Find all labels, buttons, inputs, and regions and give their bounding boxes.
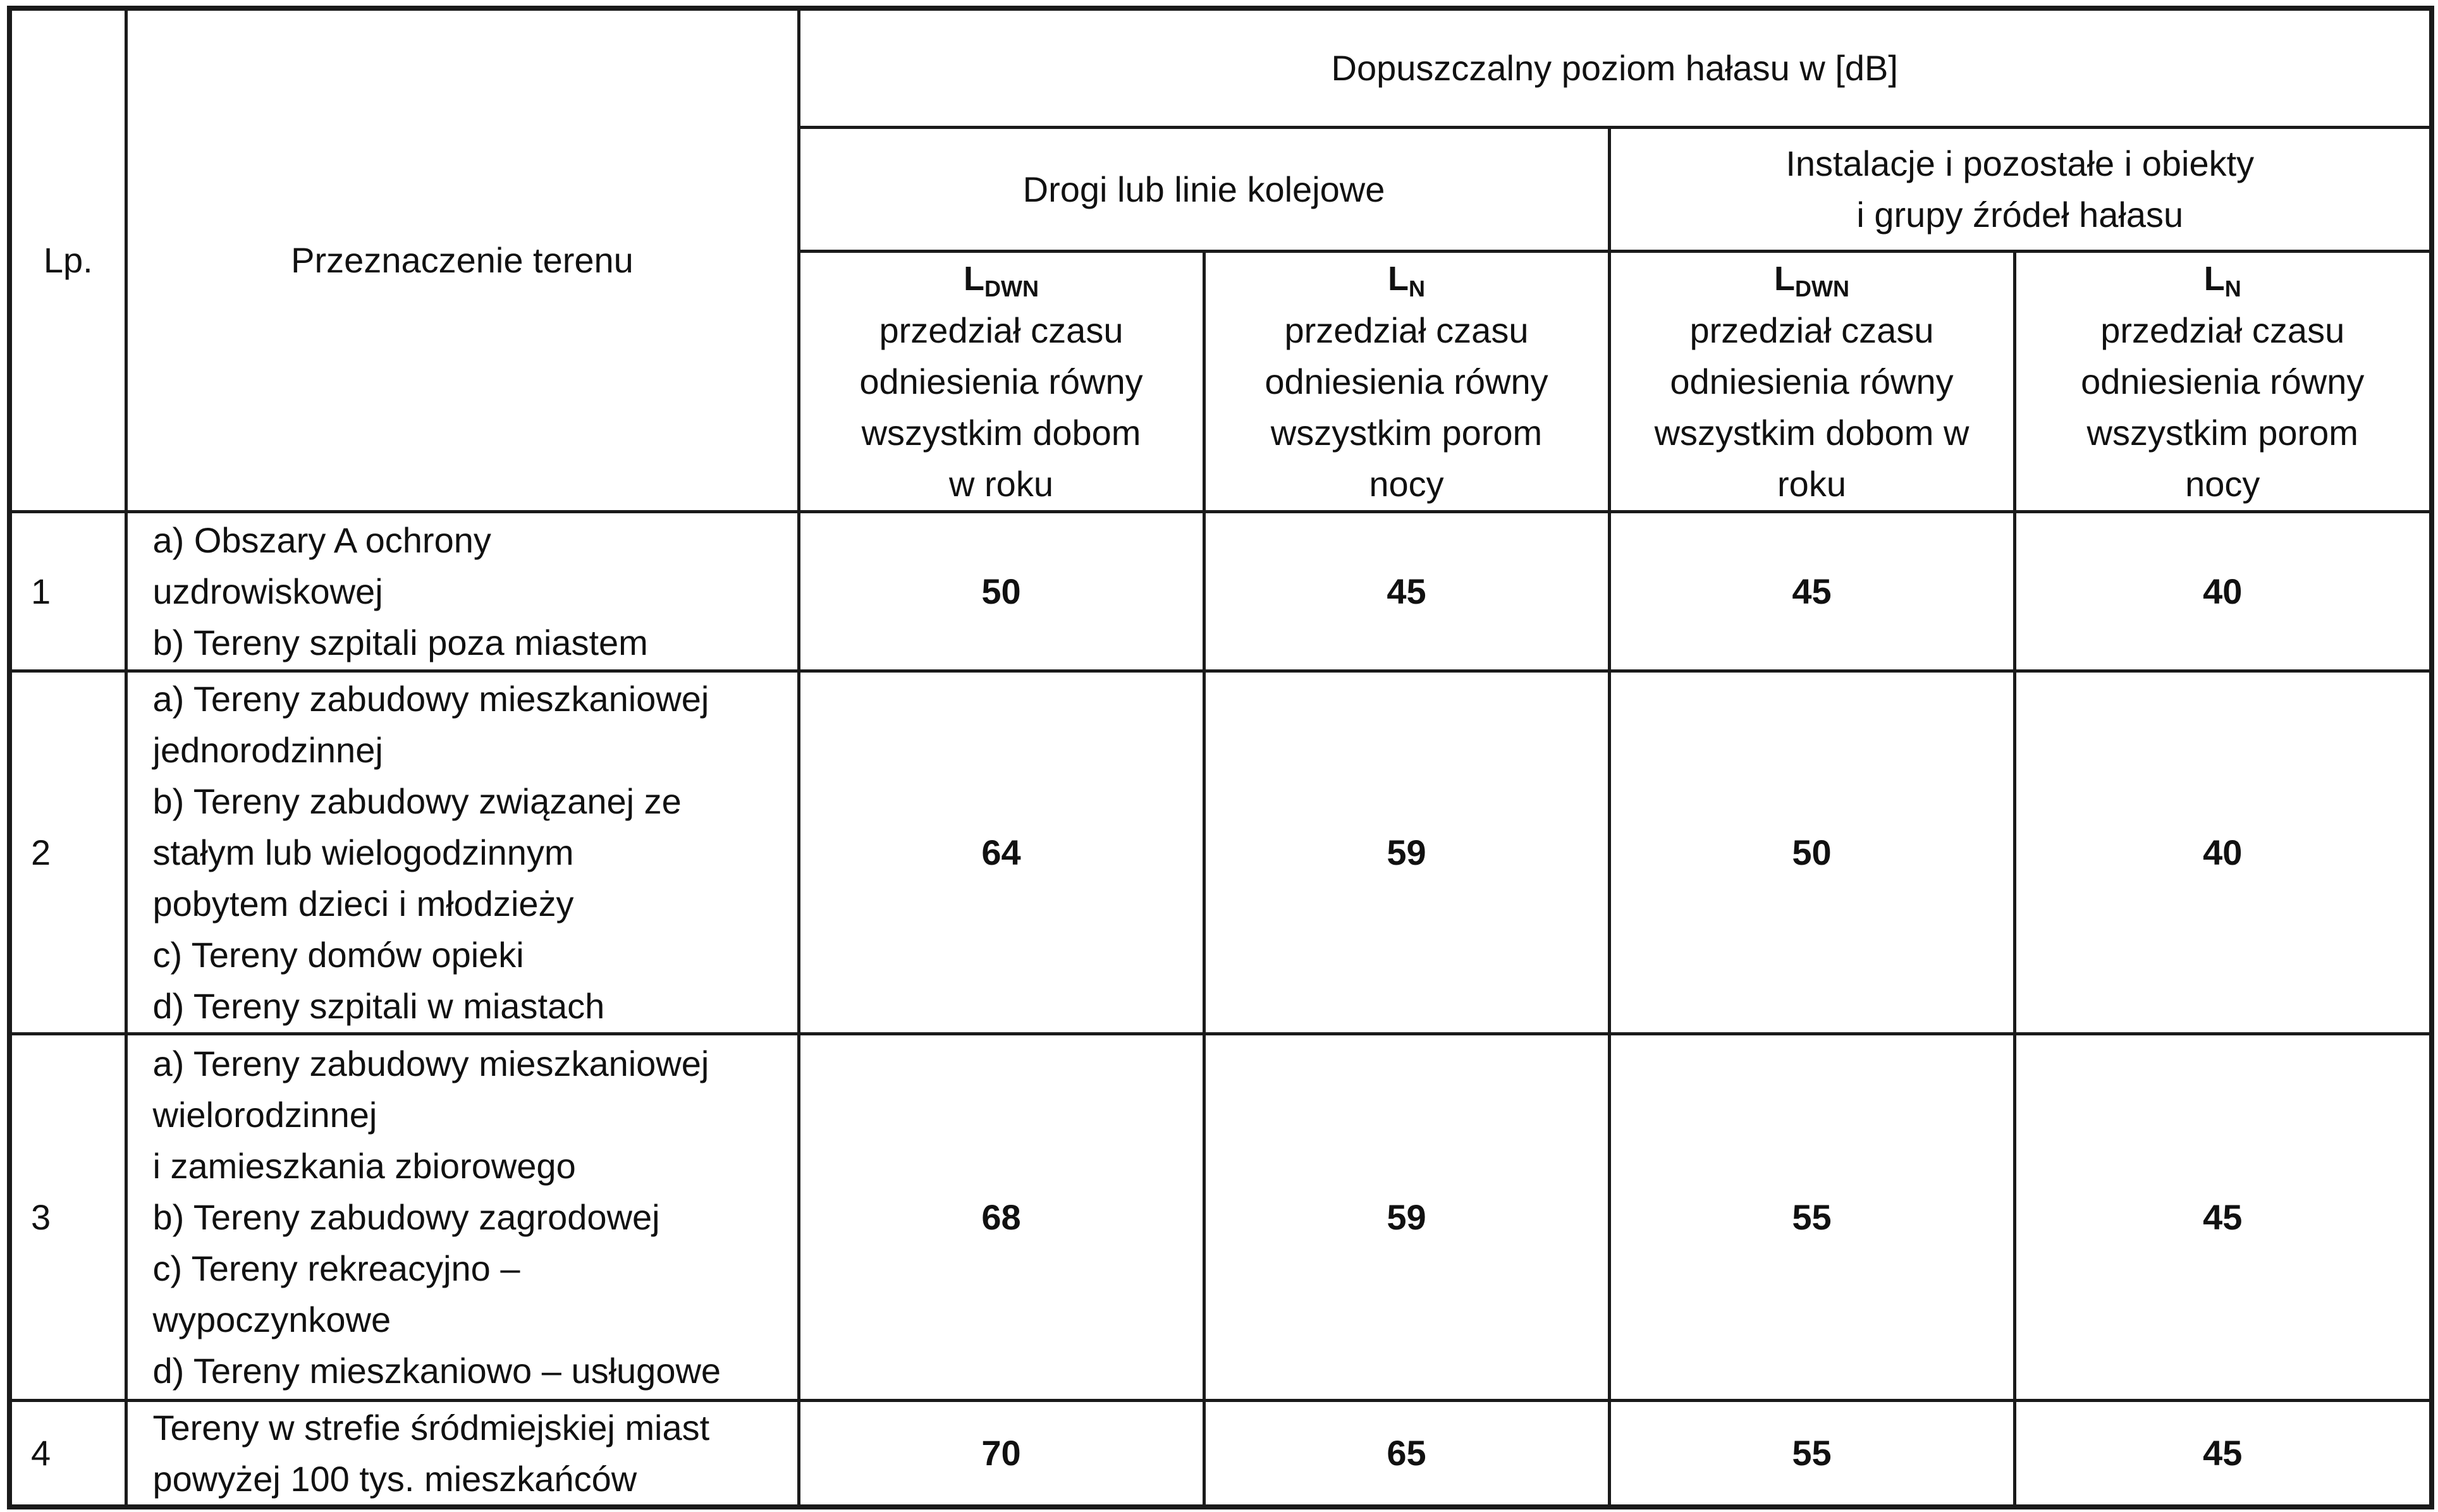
- row-number: 2: [9, 671, 126, 1033]
- subheader-line: roku: [1777, 463, 1846, 504]
- subheader-line: przedział czasu: [1284, 310, 1529, 350]
- subheader-line: przedział czasu: [879, 310, 1124, 350]
- header-purpose: Przeznaczenie terenu: [126, 8, 799, 511]
- subheader-line: wszystkim porom: [2086, 412, 2358, 453]
- subheader-line: wszystkim dobom: [861, 412, 1141, 453]
- value-roads-ldwn: 50: [799, 511, 1204, 671]
- description-line: c) Tereny domów opieki: [152, 934, 524, 975]
- subheader-line: nocy: [2185, 463, 2260, 504]
- description-line: b) Tereny zabudowy związanej ze: [152, 781, 682, 821]
- subheader-installations-ldwn: [1609, 251, 2014, 511]
- table-row: [9, 511, 2432, 671]
- description-line: wypoczynkowe: [152, 1299, 391, 1339]
- row-number: 1: [9, 511, 126, 671]
- header-roads: Drogi lub linie kolejowe: [799, 127, 1609, 251]
- table-row: [9, 1033, 2432, 1400]
- subheader-line: odniesienia równy: [1670, 361, 1954, 401]
- description-line: jednorodzinnej: [152, 729, 383, 770]
- value-roads-ln: 59: [1204, 1033, 1609, 1400]
- subheader-line: odniesienia równy: [2081, 361, 2365, 401]
- subheader-roads-ldwn: [799, 251, 1204, 511]
- value-installations-ln: 45: [2014, 1033, 2432, 1400]
- value-roads-ldwn: 70: [799, 1400, 1204, 1507]
- subheader-line: wszystkim porom: [1270, 412, 1543, 453]
- description-line: pobytem dzieci i młodzieży: [152, 883, 574, 924]
- description-line: wielorodzinnej: [152, 1094, 377, 1135]
- noise-limits-table: [7, 6, 2434, 1509]
- description-line: d) Tereny szpitali w miastach: [152, 985, 605, 1026]
- value-installations-ln: 40: [2014, 511, 2432, 671]
- table-row: [9, 1400, 2432, 1507]
- header-noise-level: Dopuszczalny poziom hałasu w [dB]: [799, 8, 2432, 127]
- header-installations: [1609, 127, 2432, 251]
- value-installations-ldwn: 55: [1609, 1033, 2014, 1400]
- value-installations-ln: 45: [2014, 1400, 2432, 1507]
- subheader-line: odniesienia równy: [1265, 361, 1548, 401]
- subheader-line: przedział czasu: [1689, 310, 1934, 350]
- value-roads-ldwn: 64: [799, 671, 1204, 1033]
- table-row: [9, 671, 2432, 1033]
- description-line: uzdrowiskowej: [152, 571, 383, 611]
- value-installations-ldwn: 45: [1609, 511, 2014, 671]
- row-description: [126, 671, 799, 1033]
- subheader-line: wszystkim dobom w: [1654, 412, 1969, 453]
- description-line: b) Tereny zabudowy zagrodowej: [152, 1197, 660, 1237]
- value-roads-ln: 59: [1204, 671, 1609, 1033]
- description-line: d) Tereny mieszkaniowo – usługowe: [152, 1350, 721, 1391]
- row-number: 4: [9, 1400, 126, 1507]
- row-description: [126, 511, 799, 671]
- description-line: c) Tereny rekreacyjno –: [152, 1248, 520, 1288]
- description-line: powyżej 100 tys. mieszkańców: [152, 1458, 637, 1499]
- subheader-line: w roku: [949, 463, 1053, 504]
- header-lp: Lp.: [9, 8, 126, 511]
- header-row-1: [9, 8, 2432, 127]
- row-number: 3: [9, 1033, 126, 1400]
- value-roads-ldwn: 68: [799, 1033, 1204, 1400]
- metric-label: $L_N$: [1388, 259, 1425, 302]
- subheader-line: odniesienia równy: [859, 361, 1143, 401]
- value-roads-ln: 65: [1204, 1400, 1609, 1507]
- description-line: a) Tereny zabudowy mieszkaniowej: [152, 678, 709, 719]
- value-roads-ln: 45: [1204, 511, 1609, 671]
- description-line: stałym lub wielogodzinnym: [152, 832, 574, 872]
- header-installations-line: Instalacje i pozostałe i obiekty: [1786, 143, 2255, 183]
- description-line: a) Tereny zabudowy mieszkaniowej: [152, 1043, 709, 1083]
- subheader-installations-ln: [2014, 251, 2432, 511]
- metric-label: $L_N$: [2203, 259, 2241, 302]
- subheader-roads-ln: [1204, 251, 1609, 511]
- value-installations-ln: 40: [2014, 671, 2432, 1033]
- description-line: Tereny w strefie śródmiejskiej miast: [152, 1407, 710, 1448]
- value-installations-ldwn: 55: [1609, 1400, 2014, 1507]
- metric-label: $L_{DWN}$: [1774, 259, 1849, 302]
- value-installations-ldwn: 50: [1609, 671, 2014, 1033]
- metric-label: $L_{DWN}$: [964, 259, 1039, 302]
- row-description: [126, 1400, 799, 1507]
- row-description: [126, 1033, 799, 1400]
- description-line: i zamieszkania zbiorowego: [152, 1145, 576, 1186]
- description-line: a) Obszary A ochrony: [152, 520, 491, 560]
- subheader-line: nocy: [1369, 463, 1444, 504]
- description-line: b) Tereny szpitali poza miastem: [152, 622, 648, 662]
- header-installations-line: i grupy źródeł hałasu: [1856, 195, 2184, 235]
- subheader-line: przedział czasu: [2100, 310, 2345, 350]
